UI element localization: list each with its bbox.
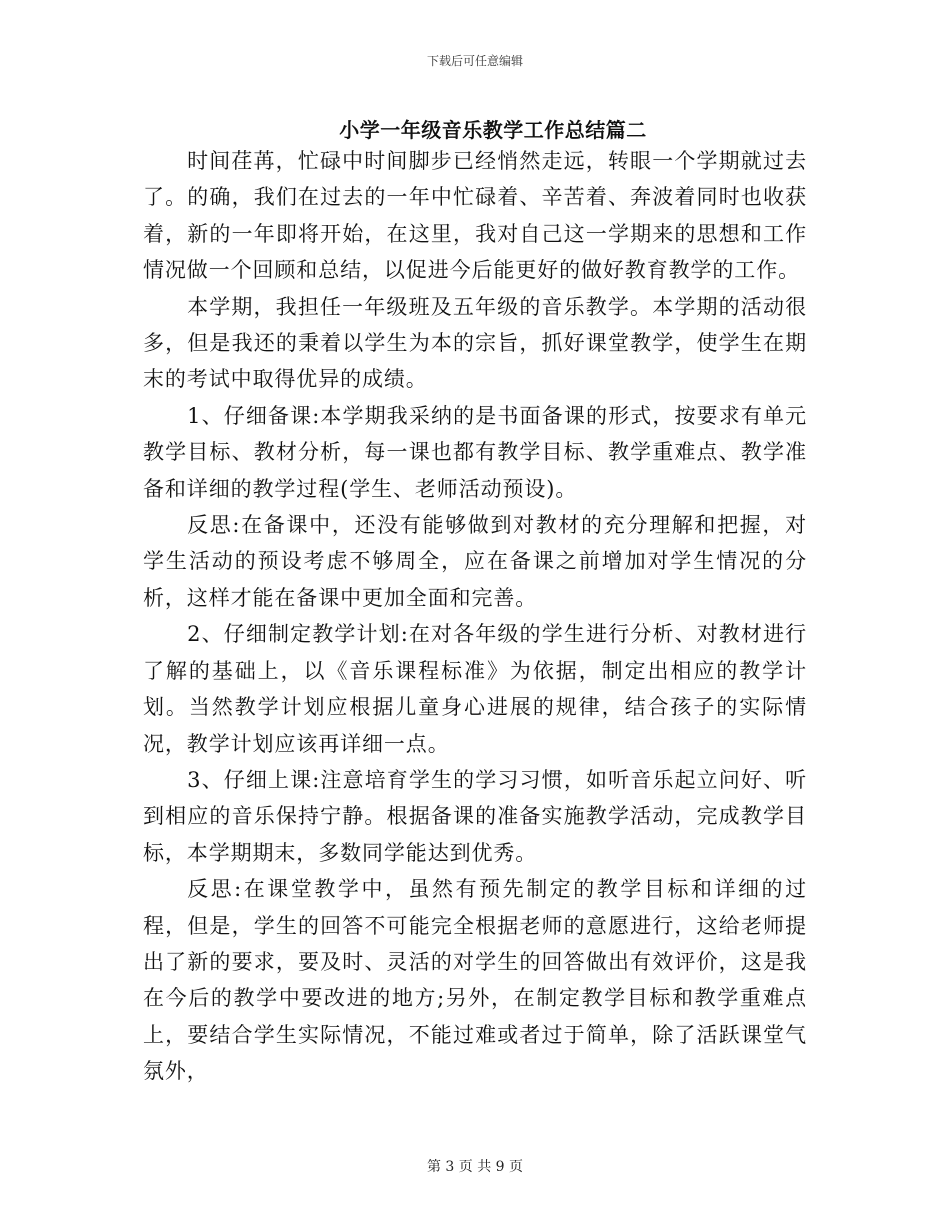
header-note: 下载后可任意编辑: [426, 54, 523, 68]
document-body: [143, 143, 807, 1090]
paragraph-classroom-teaching: 3、仔细上课:注意培育学生的学习习惯，如听音乐起立问好、听到相应的音乐保持宁静。根据备课的准备实施教学活动，完成教学目标，本学期期末，多数同学能达到优秀。: [143, 767, 807, 865]
document-title: 小学一年级音乐教学工作总结篇二: [339, 118, 647, 142]
paragraph-preparation-reflection: 反思:在备课中，还没有能够做到对教材的充分理解和把握，对学生活动的预设考虑不够周全，应在备课之前增加对学生情况的分析，这样才能在备课中更加全面和完善。: [143, 513, 807, 610]
page-number: 第 3 页 共 9 页: [426, 1159, 524, 1175]
paragraph-classroom-reflection: 反思:在课堂教学中，虽然有预先制定的教学目标和详细的过程，但是，学生的回答不可能完全根据老师的意愿进行，这给老师提出了新的要求，要及时、灵活的对学生的回答做出有效评价，这是我在今后的教学中要改进的地方;另外，在制定教学目标和教学重难点上，要结合学生实际情况，不能过难或者过于简单，除了活跃课堂气氛外，: [143, 877, 807, 1084]
paragraph-lesson-preparation: 1、仔细备课:本学期我采纳的是书面备课的形式，按要求有单元教学目标、教材分析，每一课也都有教学目标、教学重难点、教学准备和详细的教学过程(学生、老师活动预设)。: [143, 403, 807, 501]
paragraph-intro: 时间荏苒，忙碌中时间脚步已经悄然走远，转眼一个学期就过去了。的确，我们在过去的一年中忙碌着、辛苦着、奔波着同时也收获着，新的一年即将开始，在这里，我对自己这一学期来的思想和工作情况做一个回顾和总结，以促进今后能更好的做好教育教学的工作。: [143, 149, 807, 283]
paragraph-semester-overview: 本学期，我担任一年级班及五年级的音乐教学。本学期的活动很多，但是我还的秉着以学生为本的宗旨，抓好课堂教学，使学生在期末的考试中取得优异的成绩。: [143, 294, 807, 392]
paragraph-teaching-plan: 2、仔细制定教学计划:在对各年级的学生进行分析、对教材进行了解的基础上，以《音乐课程标准》为依据，制定出相应的教学计划。当然教学计划应根据儿童身心进展的规律，结合孩子的实际情况，教学计划应该再详细一点。: [143, 622, 807, 756]
